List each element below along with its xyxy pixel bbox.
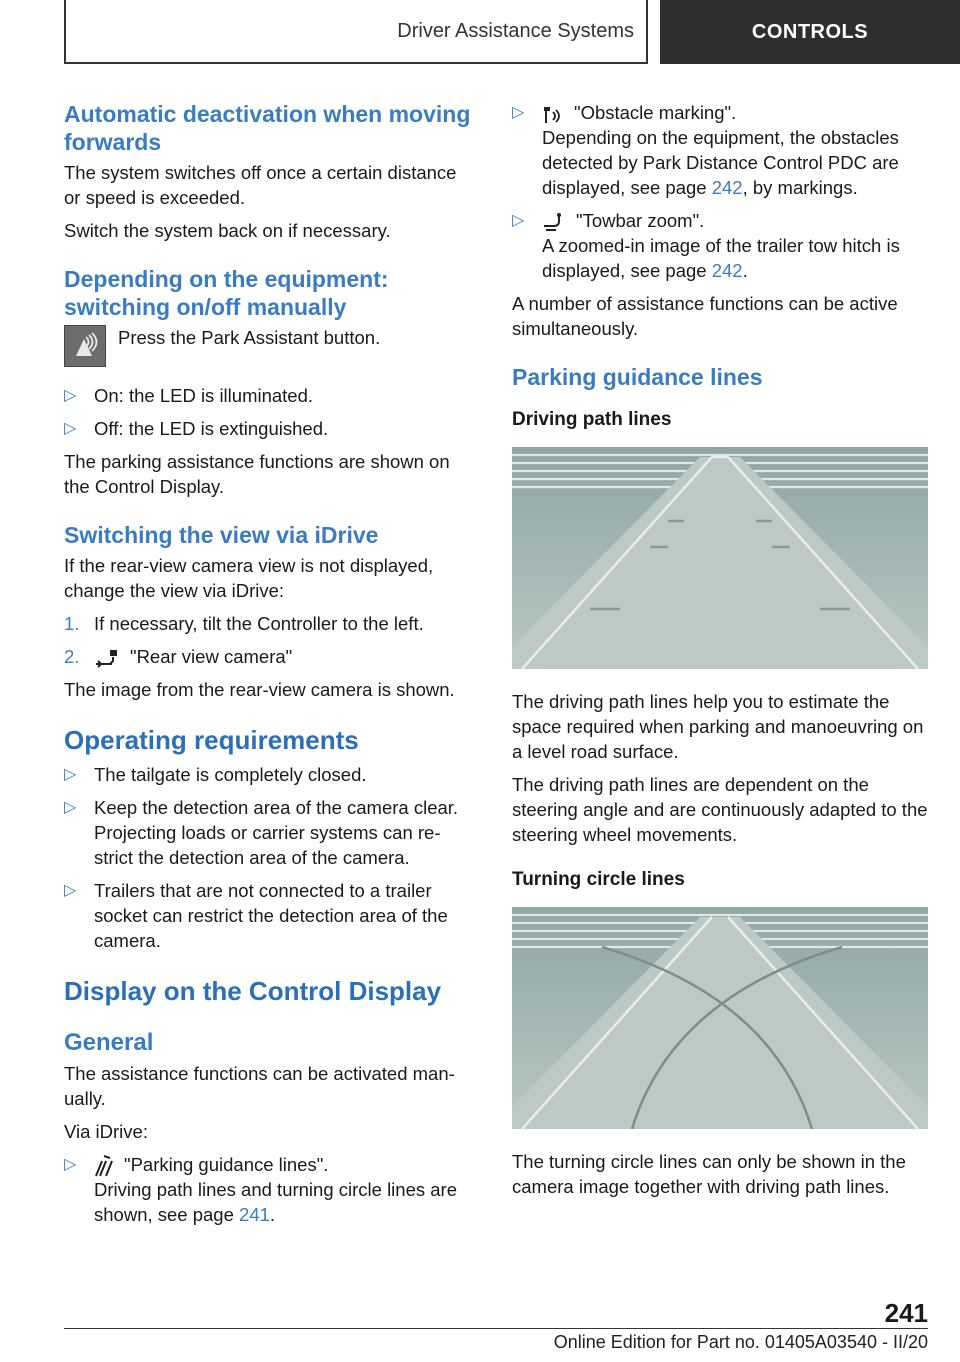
list-item: ▷ Off: the LED is extinguished.: [64, 418, 329, 439]
list-item-parking-guidance: ▷ "Parking guidance lines". Driving path lines and turning circle lines are shown, see page 241.: [64, 1154, 457, 1226]
running-header-section: [64, 0, 648, 64]
running-header-chapter: [660, 0, 960, 64]
obstacle-marking-icon: [542, 103, 564, 125]
park-assistant-row: [64, 325, 476, 367]
heading-parking-guidance-lines: Parking guidance lines: [512, 364, 763, 391]
para-driving-path-2: The driving path lines are dependent on the steering angle and are continuously adapted to the steering wheel movements.: [512, 774, 928, 846]
page-link[interactable]: 241: [239, 1204, 270, 1226]
bullet-icon: ▷: [512, 104, 525, 121]
page-link[interactable]: 242: [711, 260, 743, 282]
para-auto-1: The system switches off once a certain distance or speed is exceeded.: [64, 162, 457, 208]
heading-switch-view: Switching the view via iDrive: [64, 522, 379, 548]
para-general: The assistance functions can be activated man-ually.: [64, 1063, 455, 1109]
heading-display-control-display: Display on the Control Display: [64, 976, 442, 1006]
towbar-zoom-icon: [542, 212, 566, 232]
heading-driving-path-lines: Driving path lines: [512, 409, 672, 431]
header-chapter-label: CONTROLS: [751, 20, 869, 43]
para-multiple-functions: A number of assistance functions can be active simultaneously.: [512, 293, 898, 340]
right-column: [512, 100, 928, 1207]
header-section-label: Driver Assistance Systems: [397, 19, 634, 42]
bullet-icon: ▷: [64, 882, 77, 899]
footer-divider: [64, 1328, 928, 1329]
bullet-icon: ▷: [64, 766, 77, 783]
park-assistant-button-icon: [64, 325, 106, 367]
bullet-icon: ▷: [512, 212, 525, 230]
bullet-icon: ▷: [64, 387, 77, 404]
bullet-icon: ▷: [64, 799, 77, 816]
heading-general: General: [64, 1029, 154, 1056]
para-auto-2: Switch the system back on if necessary.: [64, 220, 391, 241]
left-column: [64, 100, 476, 1235]
para-press-button: Press the Park Assistant button.: [118, 327, 381, 348]
heading-manual-switch: Depending on the equipment: switching on/off manually: [64, 266, 389, 320]
list-item: ▷ The tailgate is completely closed.: [64, 764, 367, 785]
step-item: 2. "Rear view camera": [64, 646, 293, 667]
list-item: ▷ Keep the detection area of the camera clear. Projecting loads or carrier systems can re-strict the detection area of the camera.: [64, 797, 459, 868]
para-via-idrive: Via iDrive:: [64, 1121, 148, 1142]
rear-view-camera-icon: [94, 648, 120, 668]
heading-turning-circle-lines: Turning circle lines: [512, 869, 685, 891]
bullet-icon: ▷: [64, 1156, 77, 1173]
para-turning-circle: The turning circle lines can only be shown in the camera image together with driving path lines.: [512, 1151, 906, 1198]
driving-path-lines-image: [512, 447, 928, 669]
para-switch: If the rear-view camera view is not displayed, change the view via iDrive:: [64, 555, 434, 601]
page-number: 241: [884, 1298, 928, 1328]
list-item-towbar: ▷ "Towbar zoom". A zoomed-in image of the trailer tow hitch is displayed, see page 242.: [512, 210, 900, 282]
para-driving-path-1: The driving path lines help you to estimate the space required when parking and manoeuvring on a level road surface.: [512, 691, 924, 763]
heading-automatic-deactivation: Automatic deactivation when moving forwards: [64, 101, 471, 155]
para-shown: The parking assistance functions are shown on the Control Display.: [64, 451, 450, 497]
bullet-icon: ▷: [64, 420, 77, 437]
list-item: ▷ Trailers that are not connected to a trailer socket can restrict the detection area of the camera.: [64, 880, 448, 951]
edition-footer: Online Edition for Part no. 01405A03540 - II/20: [553, 1332, 928, 1352]
turning-circle-lines-image: [512, 907, 928, 1129]
list-item-obstacle: ▷ "Obstacle marking". Depending on the equipment, the obstacles detected by Park Distance Control PDC are displayed, see page 242, by markings.: [512, 102, 899, 199]
page-link[interactable]: 242: [711, 177, 743, 199]
step-item: 1. If necessary, tilt the Controller to the left.: [64, 613, 424, 634]
para-image-shown: The image from the rear-view camera is shown.: [64, 679, 455, 700]
parking-guidance-lines-icon: [94, 1155, 114, 1177]
list-item: ▷ On: the LED is illuminated.: [64, 385, 314, 406]
heading-operating-requirements: Operating requirements: [64, 725, 359, 755]
